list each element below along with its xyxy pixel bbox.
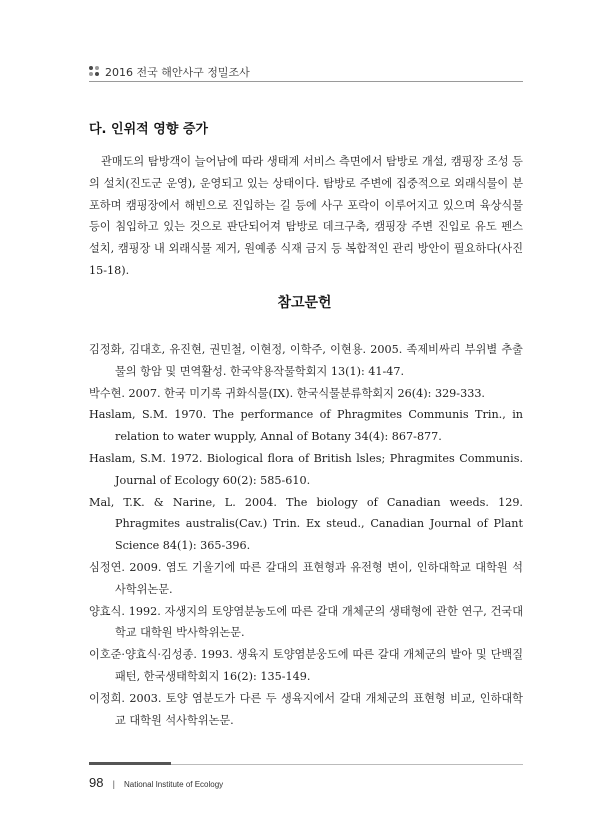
reference-item: 양효식. 1992. 자생지의 토양염분농도에 따른 갈대 개체군의 생태형에 관한 연구, 건국대학교 대학원 박사학위논문. (89, 604, 523, 640)
header-dots-icon (89, 66, 100, 77)
reference-item: 박수현. 2007. 한국 미기록 귀화식물(IX). 한국식물분류학회지 26(4): 329-333. (89, 386, 485, 400)
reference-item: Haslam, S.M. 1972. Biological flora of British lsles; Phragmites Communis. Journal of Ecology 60(2): 585-610. (89, 451, 523, 487)
footer-separator: | (112, 779, 115, 789)
page-footer (89, 772, 223, 791)
footer-accent-bar (89, 762, 171, 765)
footer-organization: National Institute of Ecology (124, 780, 224, 789)
reference-item: 이호준·양효식·김성종. 1993. 생육지 토양염분웅도에 따른 갈대 개체군의 발아 및 단백질 패턴, 한국생태학회지 16(2): 135-149. (89, 648, 523, 683)
running-header (89, 62, 523, 82)
references-list (89, 339, 523, 731)
reference-item: 김정화, 김대호, 유진현, 권민철, 이현정, 이학주, 이현용. 2005. 족제비싸리 부위별 추출물의 항암 및 면역활성. 한국약용작물학회지 13(1): 41-47. (89, 343, 523, 378)
section-heading: 다. 인위적 영향 증가 (89, 122, 208, 137)
header-rule (89, 81, 523, 82)
reference-item: 심정연. 2009. 염도 기울기에 따른 갈대의 표현형과 유전형 변이, 인하대학교 대학원 석사학위논문. (89, 560, 523, 596)
reference-item: Mal, T.K. & Narine, L. 2004. The biology of Canadian weeds. 129. Phragmites australis(Cav.) Trin. Ex steud., Canadian Journal of Plant Science 84(1): 365-396. (89, 495, 523, 553)
header-title: 2016 전국 해안사구 정밀조사 (105, 66, 250, 79)
reference-item: Haslam, S.M. 1970. The performance of Phragmites Communis Trin., in relation to water wupply, Annal of Botany 34(4): 867-877. (89, 408, 523, 444)
page-number: 98 (89, 775, 104, 790)
body-paragraph: 관매도의 탐방객이 늘어남에 따라 생태계 서비스 측면에서 탐방로 개설, 캠핑장 조성 등의 설치(진도군 운영), 운영되고 있는 상태이다. 탐방로 주변에 집중적으로 외래식물이 분포하며 캠핑장에서 해빈으로 진입하는 길 등에 사구 포락이 이루어지고 있으며 육상식물 등이 침입하고 있는 것으로 판단되어져 탐방로 데크구축, 캠핑장 주변 진입로 유도 펜스 설치, 캠핑장 내 외래식물 제거, 원예종 식재 금지 등 복합적인 관리 방안이 필요하다(사진 15-18). (89, 155, 523, 277)
references-title: 참고문헌 (277, 295, 332, 311)
reference-item: 이정희. 2003. 토양 염분도가 다른 두 생육지에서 갈대 개체군의 표현형 비교, 인하대학교 대학원 석사학위논문. (89, 691, 523, 727)
